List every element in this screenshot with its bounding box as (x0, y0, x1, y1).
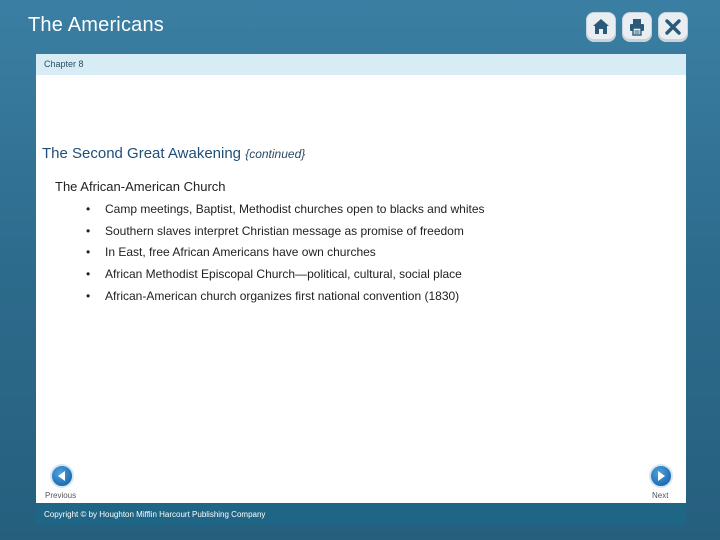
bullet-marker: • (86, 223, 91, 238)
section-heading: The African-American Church (55, 179, 226, 194)
close-icon (663, 17, 683, 37)
print-icon (627, 17, 647, 37)
bullet-item (86, 201, 485, 223)
bullet-item (86, 266, 485, 288)
next-label: Next (652, 491, 669, 500)
copyright-text: Copyright © by Houghton Mifflin Harcourt Publishing Company (44, 510, 266, 519)
close-button[interactable] (658, 12, 688, 42)
arrow-left-icon (56, 470, 68, 482)
bullet-marker: • (86, 267, 91, 282)
bullet-text: Camp meetings, Baptist, Methodist churches open to blacks and whites (105, 202, 485, 216)
bullet-text: Southern slaves interpret Christian message as promise of freedom (105, 223, 464, 238)
footer-bar (36, 503, 686, 525)
chapter-label: Chapter 8 (44, 59, 84, 69)
toolbar (586, 12, 688, 42)
print-button[interactable] (622, 12, 652, 42)
bullet-item (86, 223, 485, 245)
bullet-text: In East, free African Americans have own churches (105, 245, 376, 260)
bullet-text: African-American church organizes first national convention (1830) (105, 288, 460, 303)
bullet-item (86, 288, 485, 310)
bullet-item (86, 244, 485, 266)
home-icon (591, 17, 611, 37)
previous-label: Previous (45, 491, 77, 500)
slide-content (36, 54, 686, 503)
slide-title-suffix: {continued} (245, 147, 306, 161)
bullet-marker: • (86, 245, 91, 260)
bullet-text: African Methodist Episcopal Church—political, cultural, social place (105, 267, 462, 282)
bullet-marker: • (86, 202, 91, 216)
previous-button[interactable] (50, 464, 74, 488)
slide-title (42, 145, 305, 162)
chapter-bar (36, 54, 686, 75)
next-button[interactable] (649, 464, 673, 488)
bullet-marker: • (86, 288, 91, 303)
home-button[interactable] (586, 12, 616, 42)
slide-title-text: The Second Great Awakening (42, 145, 242, 162)
arrow-right-icon (655, 470, 667, 482)
bullet-list (86, 201, 485, 309)
app-title: The Americans (28, 14, 164, 36)
